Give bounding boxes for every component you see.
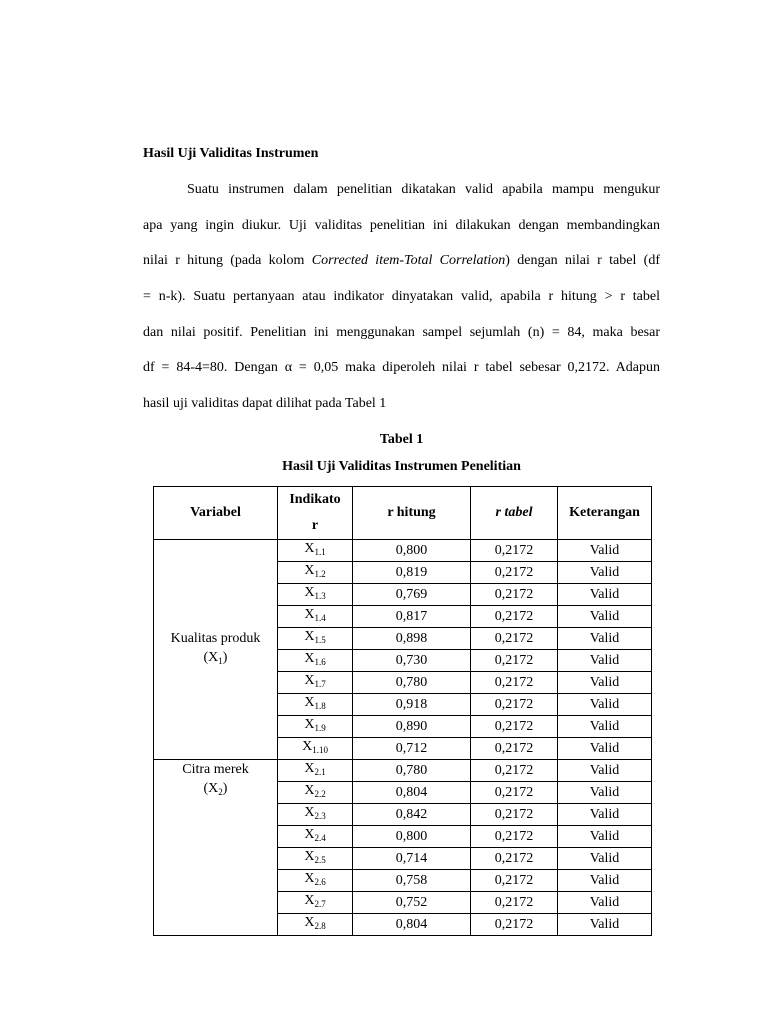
table-title: Hasil Uji Validitas Instrumen Penelitian	[282, 459, 521, 474]
indicator-symbol: X	[304, 585, 315, 600]
keterangan-cell: Valid	[558, 870, 652, 892]
indicator-symbol: X	[304, 563, 315, 578]
column-name-emphasis: Corrected item-Total Correlation	[311, 253, 506, 269]
validity-table	[153, 486, 652, 936]
keterangan-cell: Valid	[558, 716, 652, 738]
indicator-sub: 1.1	[314, 547, 326, 557]
indicator-sub: 2.8	[314, 921, 326, 931]
header-variable: Variabel	[154, 487, 278, 540]
keterangan-cell: Valid	[558, 738, 652, 760]
r-tabel-cell: 0,2172	[471, 650, 558, 672]
indicator-sub: 1.4	[314, 613, 326, 623]
r-hitung-cell: 0,730	[353, 650, 471, 672]
indicator-sub: 1.8	[314, 701, 326, 711]
r-hitung-cell: 0,780	[353, 672, 471, 694]
r-tabel-cell: 0,2172	[471, 738, 558, 760]
r-tabel-cell: 0,2172	[471, 606, 558, 628]
indicator-symbol: X	[304, 805, 315, 820]
indicator-sub: 2.6	[314, 877, 326, 887]
indicator-cell	[278, 892, 353, 914]
r-hitung-cell: 0,804	[353, 782, 471, 804]
keterangan-cell: Valid	[558, 892, 652, 914]
indicator-symbol: X	[304, 783, 315, 798]
r-tabel-cell: 0,2172	[471, 848, 558, 870]
indicator-symbol: X	[304, 849, 315, 864]
indicator-cell	[278, 672, 353, 694]
paragraph-text: nilai r hitung (pada kolom	[143, 253, 312, 269]
variable-cell	[154, 540, 278, 760]
header-r-hitung: r hitung	[353, 487, 471, 540]
variable-symbol-sub: 1	[218, 655, 223, 666]
r-tabel-cell: 0,2172	[471, 892, 558, 914]
r-hitung-cell: 0,714	[353, 848, 471, 870]
r-tabel-cell: 0,2172	[471, 672, 558, 694]
r-hitung-cell: 0,819	[353, 562, 471, 584]
r-hitung-cell: 0,817	[353, 606, 471, 628]
paragraph-line: dan nilai positif. Penelitian ini menggunakan sampel sejumlah (n) = 84, maka besar	[143, 324, 660, 340]
r-hitung-cell: 0,712	[353, 738, 471, 760]
indicator-symbol: X	[304, 827, 315, 842]
indicator-cell	[278, 870, 353, 892]
indicator-symbol: X	[304, 541, 315, 556]
r-tabel-cell: 0,2172	[471, 826, 558, 848]
keterangan-cell: Valid	[558, 826, 652, 848]
r-hitung-cell: 0,918	[353, 694, 471, 716]
indicator-sub: 1.10	[312, 745, 328, 755]
header-keterangan: Keterangan	[558, 487, 652, 540]
indicator-cell	[278, 540, 353, 562]
r-hitung-cell: 0,752	[353, 892, 471, 914]
keterangan-cell: Valid	[558, 650, 652, 672]
r-hitung-cell: 0,780	[353, 760, 471, 782]
table-header-row	[154, 487, 652, 540]
keterangan-cell: Valid	[558, 848, 652, 870]
indicator-cell	[278, 628, 353, 650]
r-tabel-cell: 0,2172	[471, 694, 558, 716]
indicator-symbol: X	[304, 673, 315, 688]
indicator-symbol: X	[304, 915, 315, 930]
paragraph-line: apa yang ingin diukur. Uji validitas penelitian ini dilakukan dengan membandingkan	[143, 217, 660, 233]
indicator-sub: 2.4	[314, 833, 326, 843]
indicator-cell	[278, 650, 353, 672]
keterangan-cell: Valid	[558, 628, 652, 650]
indicator-sub: 1.5	[314, 635, 326, 645]
indicator-symbol: X	[304, 717, 315, 732]
table-caption: Tabel 1	[379, 432, 424, 447]
keterangan-cell: Valid	[558, 606, 652, 628]
r-tabel-cell: 0,2172	[471, 870, 558, 892]
table-row	[154, 540, 652, 562]
r-hitung-cell: 0,890	[353, 716, 471, 738]
indicator-sub: 1.6	[314, 657, 326, 667]
indicator-symbol: X	[304, 871, 315, 886]
variable-cell	[154, 760, 278, 936]
indicator-sub: 2.3	[314, 811, 326, 821]
r-hitung-cell: 0,842	[353, 804, 471, 826]
keterangan-cell: Valid	[558, 760, 652, 782]
r-hitung-cell: 0,898	[353, 628, 471, 650]
indicator-cell	[278, 826, 353, 848]
keterangan-cell: Valid	[558, 584, 652, 606]
r-tabel-cell: 0,2172	[471, 760, 558, 782]
indicator-sub: 1.7	[314, 679, 326, 689]
indicator-sub: 2.5	[314, 855, 326, 865]
r-tabel-cell: 0,2172	[471, 540, 558, 562]
keterangan-cell: Valid	[558, 914, 652, 936]
indicator-symbol: X	[304, 695, 315, 710]
keterangan-cell: Valid	[558, 694, 652, 716]
paragraph-line: Suatu instrumen dalam penelitian dikatakan valid apabila mampu mengukur	[187, 182, 660, 197]
indicator-sub: 1.9	[314, 723, 326, 733]
indicator-cell	[278, 694, 353, 716]
r-tabel-cell: 0,2172	[471, 782, 558, 804]
table-row	[154, 760, 652, 782]
indicator-cell	[278, 606, 353, 628]
paragraph-line: df = 84-4=80. Dengan α = 0,05 maka diperoleh nilai r tabel sebesar 0,2172. Adapun	[143, 360, 660, 376]
indicator-cell	[278, 760, 353, 782]
paragraph-line: = n-k). Suatu pertanyaan atau indikator dinyatakan valid, apabila r hitung > r tabel	[143, 289, 660, 305]
variable-symbol: (X	[203, 781, 219, 796]
keterangan-cell: Valid	[558, 782, 652, 804]
r-hitung-cell: 0,804	[353, 914, 471, 936]
paragraph-text: ) dengan nilai r tabel (df	[505, 253, 660, 269]
section-heading: Hasil Uji Validitas Instrumen	[143, 146, 319, 161]
variable-symbol-sub: 2	[218, 787, 223, 797]
indicator-cell	[278, 848, 353, 870]
r-tabel-cell: 0,2172	[471, 716, 558, 738]
indicator-symbol: X	[304, 893, 315, 908]
body-paragraph	[143, 172, 660, 422]
indicator-sub: 1.2	[314, 569, 326, 579]
variable-symbol: (X	[203, 649, 219, 665]
r-hitung-cell: 0,800	[353, 540, 471, 562]
paragraph-line	[143, 243, 660, 279]
indicator-sub: 2.7	[314, 899, 326, 909]
r-hitung-cell: 0,800	[353, 826, 471, 848]
r-tabel-cell: 0,2172	[471, 914, 558, 936]
r-tabel-cell: 0,2172	[471, 628, 558, 650]
indicator-symbol: X	[304, 607, 315, 622]
variable-symbol-end: )	[222, 649, 228, 665]
keterangan-cell: Valid	[558, 804, 652, 826]
indicator-symbol: X	[302, 739, 313, 754]
keterangan-cell: Valid	[558, 672, 652, 694]
indicator-symbol: X	[304, 761, 315, 776]
indicator-symbol: X	[304, 651, 315, 666]
keterangan-cell: Valid	[558, 540, 652, 562]
indicator-cell	[278, 914, 353, 936]
indicator-cell	[278, 738, 353, 760]
r-tabel-cell: 0,2172	[471, 562, 558, 584]
indicator-symbol: X	[304, 629, 315, 644]
header-indicator-line: Indikato	[289, 492, 341, 507]
r-hitung-cell: 0,758	[353, 870, 471, 892]
header-indicator	[278, 487, 353, 540]
variable-name: Kualitas produk	[170, 630, 261, 646]
indicator-cell	[278, 782, 353, 804]
indicator-cell	[278, 804, 353, 826]
header-r-tabel: r tabel	[471, 487, 558, 540]
indicator-sub: 2.1	[314, 767, 326, 777]
r-tabel-cell: 0,2172	[471, 584, 558, 606]
r-hitung-cell: 0,769	[353, 584, 471, 606]
paragraph-line: hasil uji validitas dapat dilihat pada Tabel 1	[143, 396, 387, 412]
indicator-cell	[278, 716, 353, 738]
indicator-sub: 2.2	[314, 789, 326, 799]
table-body	[154, 540, 652, 936]
header-indicator-line: r	[311, 518, 319, 533]
indicator-sub: 1.3	[314, 591, 326, 601]
variable-name: Citra merek	[182, 762, 249, 777]
indicator-cell	[278, 584, 353, 606]
variable-symbol-end: )	[222, 781, 228, 796]
keterangan-cell: Valid	[558, 562, 652, 584]
r-tabel-cell: 0,2172	[471, 804, 558, 826]
indicator-cell	[278, 562, 353, 584]
